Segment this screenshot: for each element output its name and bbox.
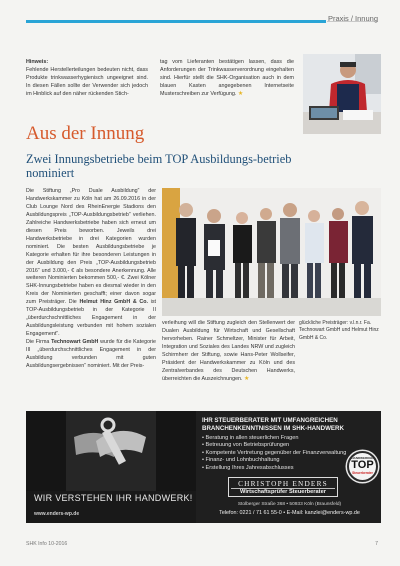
ad-services-list — [202, 435, 347, 472]
hands-wrench-icon — [26, 411, 196, 491]
ad-contact: Telefon: 0221 / 71 61 55-0 • E-Mail: kanzlei@enders-wp.de — [219, 510, 360, 516]
worker-photo — [303, 54, 381, 134]
seal-bottom-text: Steuerberater — [352, 471, 373, 475]
company-hinz: Helmut Hinz GmbH & Co. — [79, 299, 148, 306]
article-headline: Zwei Innungsbetriebe beim TOP Ausbildungs-betrieb nominiert — [26, 152, 292, 180]
continued-text: tag vom Lieferanten bestätigen lassen, dass die Anforderungen der Trinkwasserverordnung eingehalten sind. Hierfür stellt die SHK-Organisation auch in dem blauen Kasten angegebenen Internetseite Musterschreiben zur Verfügung. — [160, 59, 294, 98]
ad-service-item: • Finanz- und Lohnbuchhaltung — [202, 457, 342, 464]
ad-brand-subtitle: Wirtschaftsprüfer Steuerberater — [231, 488, 335, 495]
seal-main-text: TOP — [351, 459, 374, 471]
article-para-3: wurde für die Kategorie III „überdurchschnittliches Engagement in der Ausbildung verbunden mit guten Ausbildungsergebnissen“ nominiert. Mit der Preis- — [26, 339, 156, 369]
article-para-3-pre: Die Firma — [26, 339, 52, 346]
ad-service-item: • Kompetente Vertretung gegenüber der Finanzverwaltung — [202, 450, 342, 457]
ad-service-item: • Betreuung von Betriebsprüfungen — [202, 442, 342, 449]
hinweis-title: Hinweis: — [26, 59, 49, 65]
ad-service-item: • Beratung in allen steuerlichen Fragen — [202, 435, 342, 442]
end-star-icon: ★ — [237, 91, 244, 98]
group-photo-illustration — [162, 188, 381, 316]
ad-brand-name: CHRISTOPH ENDERS — [238, 479, 328, 488]
company-technowart: Technowart GmbH — [51, 339, 99, 346]
group-photo — [162, 188, 381, 316]
ad-address: Stolberger Straße 368 • 50933 Köln (Braunsfeld) — [237, 502, 342, 507]
top-steuerberater-seal-icon — [347, 451, 378, 482]
footer-issue: SHK Info 10-2016 — [26, 541, 68, 547]
section-label: Praxis / Innung — [327, 14, 378, 23]
article-column-1 — [26, 188, 156, 371]
continued-column — [160, 58, 294, 98]
article-para-4: verleihung will die Stiftung zugleich den Stellenwert der Dualen Ausbildung für Wirtschaft und Gesellschaft hervorheben. Rainer Schmeltzer, Minister für Arbeit, Integration und Soziales des Landes NRW und zugleich Schirmherr der Stiftung, sowie Hans-Peter Wollseifer, Präsident der Handwerkskammer zu Köln und des Zentralverbandes des Deutschen Handwerks, überreichten die Auszeichnungen. — [162, 320, 295, 382]
article-para-2: ist TOP-Ausbildungsbetrieb in der Kategorie II „überdurchschnittliches Engagement in der Ausbildungsleistung verbunden mit hohem sozialen Engagement“. — [26, 299, 156, 338]
worker-illustration — [303, 54, 381, 134]
hinweis-text: Fehlende Herstellerteilungen bedeuten nicht, dass Produkte trinkwasserhygienisch ungeeignet sind. In diesen Fällen sollte der Verwender sich jedoch im Hinblick auf den näher rückenden Stich- — [26, 67, 148, 98]
ad-slogan: WIR VERSTEHEN IHR HANDWERK! — [34, 493, 193, 503]
ad-brand-box — [228, 477, 338, 497]
page-number: 7 — [375, 541, 378, 547]
header-accent-bar — [26, 20, 326, 23]
photo-caption: glückliche Preisträger: v.l.n.r. Fa. Technowart GmbH und Helmut Hinz GmbH & Co. — [299, 320, 379, 341]
seal-top-text: HANDWERKER — [351, 456, 374, 460]
ad-headline: IHR STEUERBERATER MIT UMFANGREICHEN BRANCHENKENNTNISSEN IM SHK-HANDWERK — [202, 417, 344, 432]
ad-photo-panel — [26, 411, 196, 523]
article-column-2 — [162, 320, 295, 384]
advertisement — [26, 411, 381, 523]
hinweis-column — [26, 58, 148, 98]
section-headline: Aus der Innung — [26, 123, 145, 144]
ad-service-item: • Erstellung Ihres Jahresabschlusses — [202, 465, 342, 472]
ad-url-link[interactable]: www.enders-wp.de — [34, 511, 80, 517]
article-para-1: Die Stiftung „Pro Duale Ausbildung“ der Handwerkskammer zu Köln hat am 26.09.2016 in der Club Lounge Nord des RheinEnergie Stadions den Ausbildungspreis „TOP-Ausbildungsbetrieb“ verliehen. Zahlreiche Handwerksbetriebe haben sich erneut um diesen Preis beworben. Jeweils drei Handwerksbetriebe in drei Kategorien wurden nominiert. Die besten Ausbildungsbetriebe je Kategorie erhalten für ihre besonderen Leistungen in der Ausbildung den Preis „TOP-Ausbildungsbetrieb 2016“ und 3.000,- € als besondere Anerkennung. Alle weiteren Nominierten bekommen 500,- €. Zwei Kölner SHK-Innungsbetriebe haben es diesmal wieder in den Kreis der Nominierten geschafft; einer davon sogar zum Preisträger. Die — [26, 188, 156, 306]
end-star-icon: ★ — [244, 375, 250, 382]
